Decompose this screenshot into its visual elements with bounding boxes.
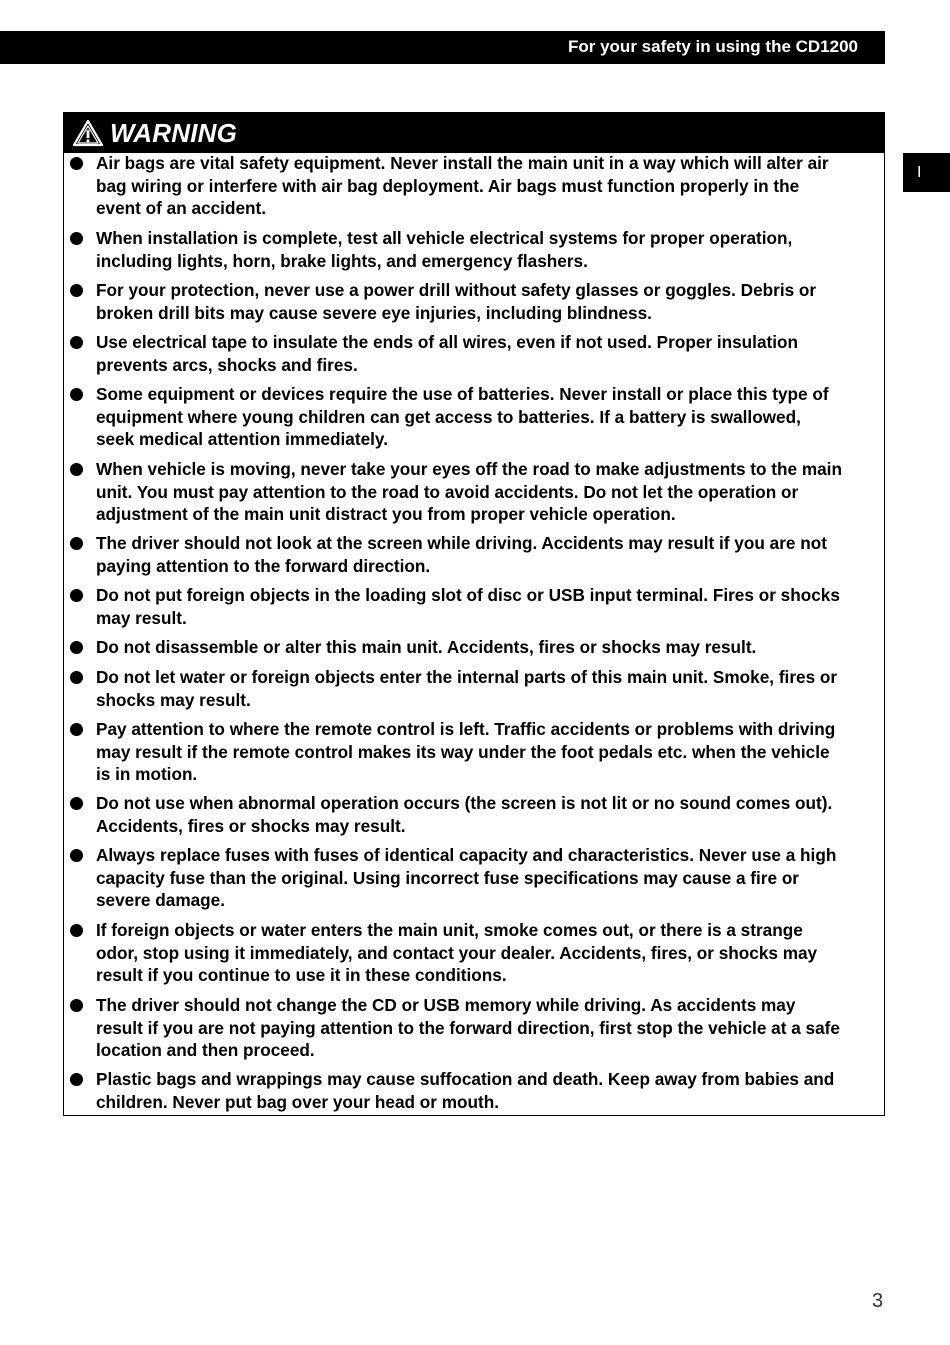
warning-item-line: including lights, horn, brake lights, and emergency flashers. bbox=[96, 250, 588, 271]
warning-item bbox=[96, 532, 881, 577]
bullet-dot-icon bbox=[70, 924, 83, 937]
warning-item-line: Air bags are vital safety equipment. Never install the main unit in a way which will alter air bbox=[96, 153, 829, 173]
warning-title: WARNING bbox=[110, 117, 238, 148]
warning-item-line: seek medical attention immediately. bbox=[96, 429, 388, 450]
section-tab bbox=[903, 153, 950, 192]
section-tab-label: I bbox=[917, 164, 922, 181]
warning-item bbox=[96, 666, 881, 711]
bullet-dot-icon bbox=[70, 284, 83, 297]
warning-item bbox=[96, 919, 881, 987]
warning-item-line: When vehicle is moving, never take your eyes off the road to make adjustments to the main bbox=[96, 459, 842, 479]
warning-item-line: prevents arcs, shocks and fires. bbox=[96, 354, 358, 375]
warning-item-line: may result. bbox=[96, 607, 187, 628]
warning-item bbox=[96, 792, 881, 837]
page-number: 3 bbox=[872, 1290, 884, 1312]
warning-item bbox=[96, 994, 881, 1062]
warning-header bbox=[64, 113, 884, 153]
warning-item-line: event of an accident. bbox=[96, 198, 267, 219]
warning-item bbox=[96, 458, 881, 526]
warning-item-line: capacity fuse than the original. Using incorrect fuse specifications may cause a fire or bbox=[96, 867, 800, 888]
bullet-dot-icon bbox=[70, 589, 83, 602]
warning-item bbox=[96, 1068, 881, 1113]
warning-item-line: Pay attention to where the remote control is left. Traffic accidents or problems with driving bbox=[96, 719, 836, 739]
bullet-dot-icon bbox=[70, 537, 83, 550]
warning-item-line: shocks may result. bbox=[96, 689, 251, 710]
warning-item-line: The driver should not change the CD or USB memory while driving. As accidents may bbox=[96, 995, 796, 1015]
page-header-bar bbox=[0, 31, 885, 64]
warning-item-line: broken drill bits may cause severe eye injuries, including blindness. bbox=[96, 302, 652, 323]
warning-item-line: Accidents, fires or shocks may result. bbox=[96, 815, 406, 836]
warning-triangle-icon bbox=[72, 119, 104, 147]
bullet-dot-icon bbox=[70, 641, 83, 654]
bullet-dot-icon bbox=[70, 1073, 83, 1086]
warning-item-line: may result if the remote control makes its way under the foot pedals etc. when the vehicle bbox=[96, 741, 830, 762]
warning-item bbox=[96, 331, 881, 376]
warning-box bbox=[63, 112, 885, 1116]
warning-item-line: When installation is complete, test all vehicle electrical systems for proper operation, bbox=[96, 228, 793, 248]
warning-item bbox=[96, 636, 881, 659]
warning-item-line: odor, stop using it immediately, and contact your dealer. Accidents, fires, or shocks may bbox=[96, 942, 818, 963]
warning-item-line: severe damage. bbox=[96, 890, 225, 911]
warning-item-line: is in motion. bbox=[96, 764, 198, 785]
warning-item-line: Do not disassemble or alter this main unit. Accidents, fires or shocks may result. bbox=[96, 637, 757, 657]
warning-item-line: location and then proceed. bbox=[96, 1040, 315, 1061]
warning-item bbox=[96, 844, 881, 912]
warning-item bbox=[96, 227, 881, 272]
bullet-dot-icon bbox=[70, 797, 83, 810]
warning-item-line: Use electrical tape to insulate the ends of all wires, even if not used. Proper insulation bbox=[96, 332, 799, 352]
warning-item-line: For your protection, never use a power drill without safety glasses or goggles. Debris or bbox=[96, 280, 817, 300]
warning-item-line: The driver should not look at the screen while driving. Accidents may result if you are not bbox=[96, 533, 827, 553]
bullet-dot-icon bbox=[70, 157, 83, 170]
bullet-dot-icon bbox=[70, 336, 83, 349]
warning-item-line: Do not put foreign objects in the loading slot of disc or USB input terminal. Fires or shocks bbox=[96, 585, 840, 605]
bullet-dot-icon bbox=[70, 388, 83, 401]
warning-item-line: result if you continue to use it in these conditions. bbox=[96, 965, 507, 986]
warning-item bbox=[96, 279, 881, 324]
bullet-dot-icon bbox=[70, 849, 83, 862]
warning-item-line: Some equipment or devices require the use of batteries. Never install or place this type of bbox=[96, 384, 829, 404]
warning-item-line: bag wiring or interfere with air bag deployment. Air bags must function properly in the bbox=[96, 175, 800, 196]
warning-item-line: children. Never put bag over your head or mouth. bbox=[96, 1091, 500, 1112]
warning-item bbox=[96, 152, 881, 220]
warning-item-line: unit. You must pay attention to the road to avoid accidents. Do not let the operation or bbox=[96, 481, 799, 502]
warning-item-line: paying attention to the forward direction. bbox=[96, 555, 431, 576]
warning-item bbox=[96, 383, 881, 451]
warning-item-line: equipment where young children can get access to batteries. If a battery is swallowed, bbox=[96, 406, 801, 427]
bullet-dot-icon bbox=[70, 671, 83, 684]
bullet-dot-icon bbox=[70, 723, 83, 736]
warning-item-line: Always replace fuses with fuses of identical capacity and characteristics. Never use a high bbox=[96, 845, 837, 865]
warning-item-line: Do not let water or foreign objects enter the internal parts of this main unit. Smoke, fires or bbox=[96, 667, 838, 687]
warning-item bbox=[96, 584, 881, 629]
page-header-title: For your safety in using the CD1200 bbox=[567, 37, 858, 56]
warning-item-line: result if you are not paying attention to the forward direction, first stop the vehicle at a safe bbox=[96, 1017, 840, 1038]
bullet-dot-icon bbox=[70, 232, 83, 245]
bullet-dot-icon bbox=[70, 463, 83, 476]
warning-item-line: adjustment of the main unit distract you from proper vehicle operation. bbox=[96, 504, 676, 525]
warning-item bbox=[96, 718, 881, 786]
warning-item-line: Plastic bags and wrappings may cause suffocation and death. Keep away from babies and bbox=[96, 1069, 835, 1089]
warning-item-line: Do not use when abnormal operation occurs (the screen is not lit or no sound comes out). bbox=[96, 793, 833, 813]
warning-item-line: If foreign objects or water enters the main unit, smoke comes out, or there is a strange bbox=[96, 920, 803, 940]
bullet-dot-icon bbox=[70, 999, 83, 1012]
